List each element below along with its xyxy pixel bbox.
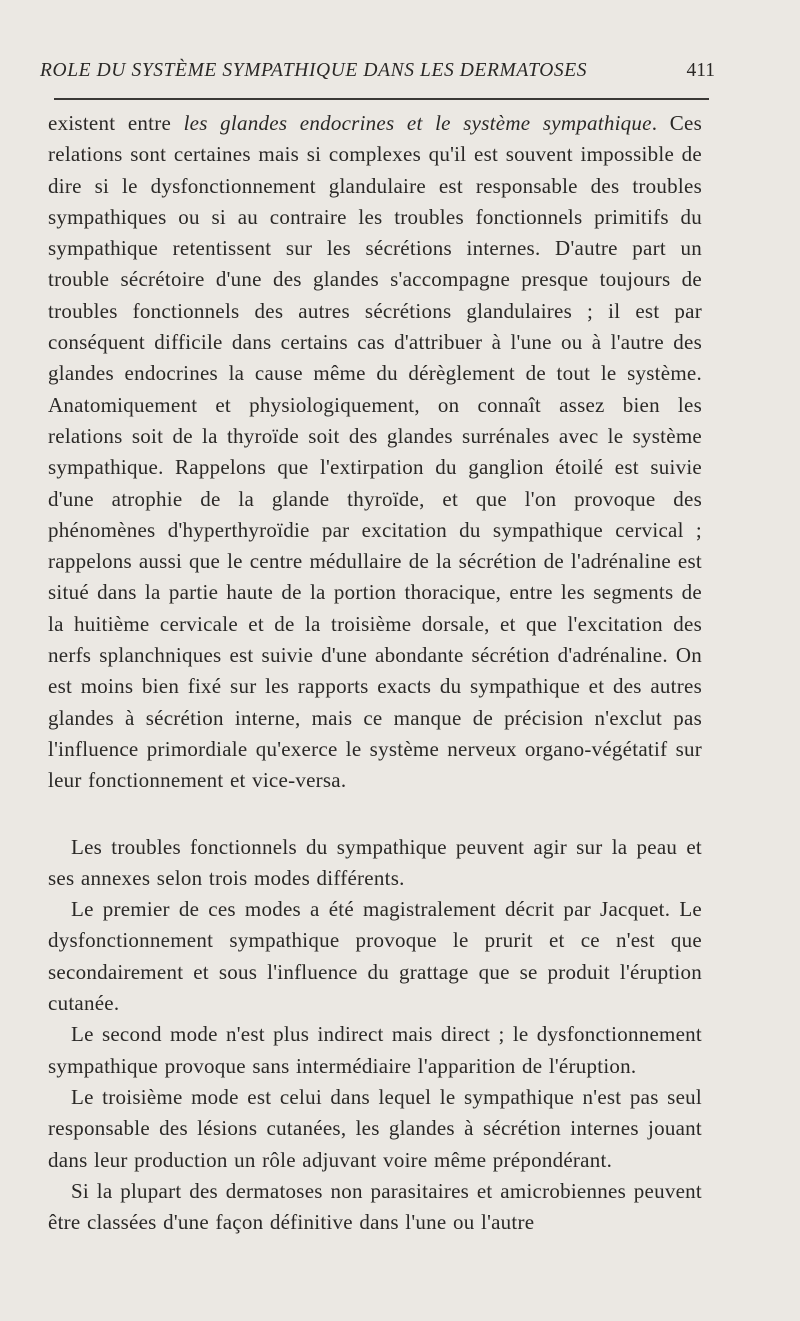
running-title: ROLE DU SYSTÈME SYMPATHIQUE DANS LES DERMATOSES	[40, 60, 588, 81]
paragraph-1-rest: . Ces relations sont certaines mais si complexes qu'il est souvent impossible de dire si le dysfonctionnement glandulaire est responsable des troubles sympathiques ou si au contraire les troubles fonctionnels primitifs du sympathique retentissent sur les sécrétions internes. D'autre part un trouble sécrétoire d'une des glandes s'accompagne presque toujours de troubles fonctionnels des autres sécrétions glandulaires ; il est par conséquent difficile dans certains cas d'attribuer à l'une ou à l'autre des glandes endocrines la cause même du dérèglement de tout le système. Anatomiquement et physiologiquement, on connaît assez bien les relations soit de la thyroïde soit des glandes surrénales avec le système sympathique. Rappelons que l'extirpation du ganglion étoilé est suivie d'une atrophie de la glande thyroïde, et que l'on provoque des phénomènes d'hyperthyroïdie par excitation du sympathique cervical ; rappelons aussi que le centre médullaire de la sécrétion de l'adrénaline est situé dans la partie haute de la portion thoracique, entre les segments de la huitième cervicale et de la troisième dorsale, et que l'excitation des nerfs splanchniques est suivie d'une abondante sécrétion d'adrénaline. On est moins bien fixé sur les rapports exacts du sympathique et des autres glandes à sécrétion interne, mais ce manque de précision n'exclut pas l'influence primordiale qu'exerce le système nerveux organo-végétatif sur leur fonctionnement et vice-versa.	[48, 111, 702, 793]
paragraph-4: Le second mode n'est plus indirect mais direct ; le dysfonctionnement sympathique provoque sans intermédiaire l'apparition de l'éruption.	[48, 1022, 702, 1078]
header-rule	[54, 98, 709, 100]
paragraph-6: Si la plupart des dermatoses non parasitaires et amicrobiennes peuvent être classées d'une façon définitive dans l'une ou l'autre	[48, 1178, 702, 1235]
paragraph-2: Les troubles fonctionnels du sympathique peuvent agir sur la peau et ses annexes selon trois modes différents.	[48, 834, 702, 890]
page-number: 411	[686, 60, 715, 81]
paragraph-1-lead: existent entre	[48, 111, 184, 135]
paragraph-1-emphasis: les glandes endocrines et le système sympathique	[183, 111, 652, 135]
paragraph-3: Le premier de ces modes a été magistralement décrit par Jacquet. Le dysfonctionnement sympathique provoque le prurit et ce n'est que secondairement et sous l'influence du grattage que se produit l'éruption cutanée.	[48, 897, 702, 1016]
page-header	[40, 58, 715, 92]
section-gap	[48, 797, 702, 832]
paragraph-5: Le troisième mode est celui dans lequel le sympathique n'est pas seul responsable des lésions cutanées, les glandes à sécrétion internes jouant dans leur production un rôle adjuvant voire même prépondérant.	[48, 1084, 702, 1172]
body-text	[48, 108, 702, 1238]
paragraph-1	[48, 108, 702, 797]
